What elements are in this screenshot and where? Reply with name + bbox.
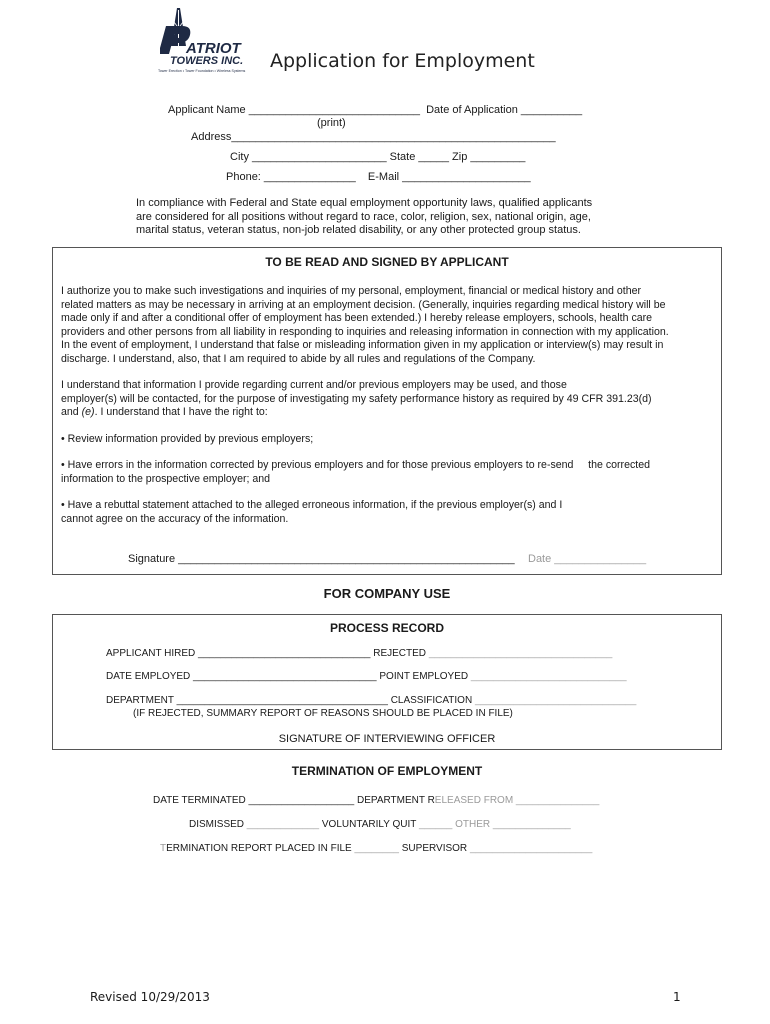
print-hint: (print) bbox=[317, 117, 346, 129]
right-correct-item: • Have errors in the information corrected by previous employers and for those previous employers to re-send the corrected information to the prospective employer; and bbox=[61, 459, 650, 485]
rejection-note: (IF REJECTED, SUMMARY REPORT OF REASONS SHOULD BE PLACED IN FILE) bbox=[133, 708, 513, 719]
address-line: Address_____________________________________________________ bbox=[191, 131, 556, 143]
logo-subword: TOWERS INC. bbox=[170, 55, 244, 67]
authorization-paragraph: I authorize you to make such investigations and inquiries of my personal, employment, financial or medical history and other related matters as may be necessary in arriving at an employment decision. (Generally, inquiries regarding medical history will be made only if and after a conditional offer of employment has been extended.) I hereby release employers, schools, health care providers and other persons from all liability in responding to inquiries and releasing information in connection with my application. In the event of employment, I understand that false or misleading information given in my application or interview(s) may result in discharge. I understand, also, that I am required to abide by all rules and regulations of the Company. bbox=[61, 285, 669, 365]
department-row: DEPARTMENT ______________________________________ CLASSIFICATION _____________________________ bbox=[106, 695, 637, 706]
date-terminated-row: DATE TERMINATED ___________________ DEPARTMENT RELEASED FROM _______________ bbox=[153, 795, 600, 806]
tower-logo-icon bbox=[156, 8, 248, 78]
logo-wordmark: ATRIOT bbox=[186, 40, 241, 57]
eeo-compliance-statement: In compliance with Federal and State equal employment opportunity laws, qualified applicants are considered for all positions without regard to race, color, religion, sex, national origin, age, marital status, veteran status, non-job related disability, or any other protected group status. bbox=[136, 197, 593, 237]
phone-email-line: Phone: _______________ E-Mail _____________________ bbox=[226, 171, 531, 183]
company-use-heading: FOR COMPANY USE bbox=[323, 586, 451, 601]
revision-date: Revised 10/29/2013 bbox=[90, 990, 210, 1004]
rights-intro: and (e). I understand that I have the right to: bbox=[61, 406, 268, 418]
right-review-item: • Review information provided by previous employers; bbox=[61, 433, 314, 445]
termination-heading: TERMINATION OF EMPLOYMENT bbox=[291, 764, 483, 778]
page-title: Application for Employment bbox=[270, 50, 535, 72]
applicant-name-line: Applicant Name ____________________________ Date of Application __________ bbox=[168, 104, 583, 116]
dismissed-row: DISMISSED _____________ VOLUNTARILY QUIT ______ OTHER ______________ bbox=[189, 819, 571, 830]
applicant-signature-line: Signature _______________________________________________________ bbox=[128, 553, 518, 565]
termination-report-row: TERMINATION REPORT PLACED IN FILE ________ SUPERVISOR ______________________ bbox=[160, 843, 593, 854]
logo-tagline: Tower Erection • Tower Foundation • Wireless Systems bbox=[158, 69, 246, 73]
safety-history-paragraph: I understand that information I provide regarding current and/or previous employers may be used, and those employer(s) will be contacted, for the purpose of investigating my safety performance history as required by 49 CFR 391.23(d) bbox=[61, 379, 652, 405]
process-record-heading: PROCESS RECORD bbox=[329, 621, 445, 635]
applicant-hired-row: APPLICANT HIRED _______________________________ REJECTED _________________________________ bbox=[106, 648, 613, 659]
city-state-zip-line: City ______________________ State _____ Zip _________ bbox=[230, 151, 526, 163]
page-number: 1 bbox=[673, 990, 681, 1004]
applicant-date-line: Date _______________ bbox=[528, 553, 647, 565]
right-rebuttal-item: • Have a rebuttal statement attached to the alleged erroneous information, if the previous employer(s) and I cannot agree on the accuracy of the information. bbox=[61, 499, 563, 525]
interviewing-officer-signature: SIGNATURE OF INTERVIEWING OFFICER bbox=[278, 733, 496, 745]
date-employed-row: DATE EMPLOYED _________________________________ POINT EMPLOYED ____________________________ bbox=[106, 671, 627, 682]
company-logo bbox=[156, 8, 248, 78]
authorization-heading: TO BE READ AND SIGNED BY APPLICANT bbox=[265, 255, 509, 269]
